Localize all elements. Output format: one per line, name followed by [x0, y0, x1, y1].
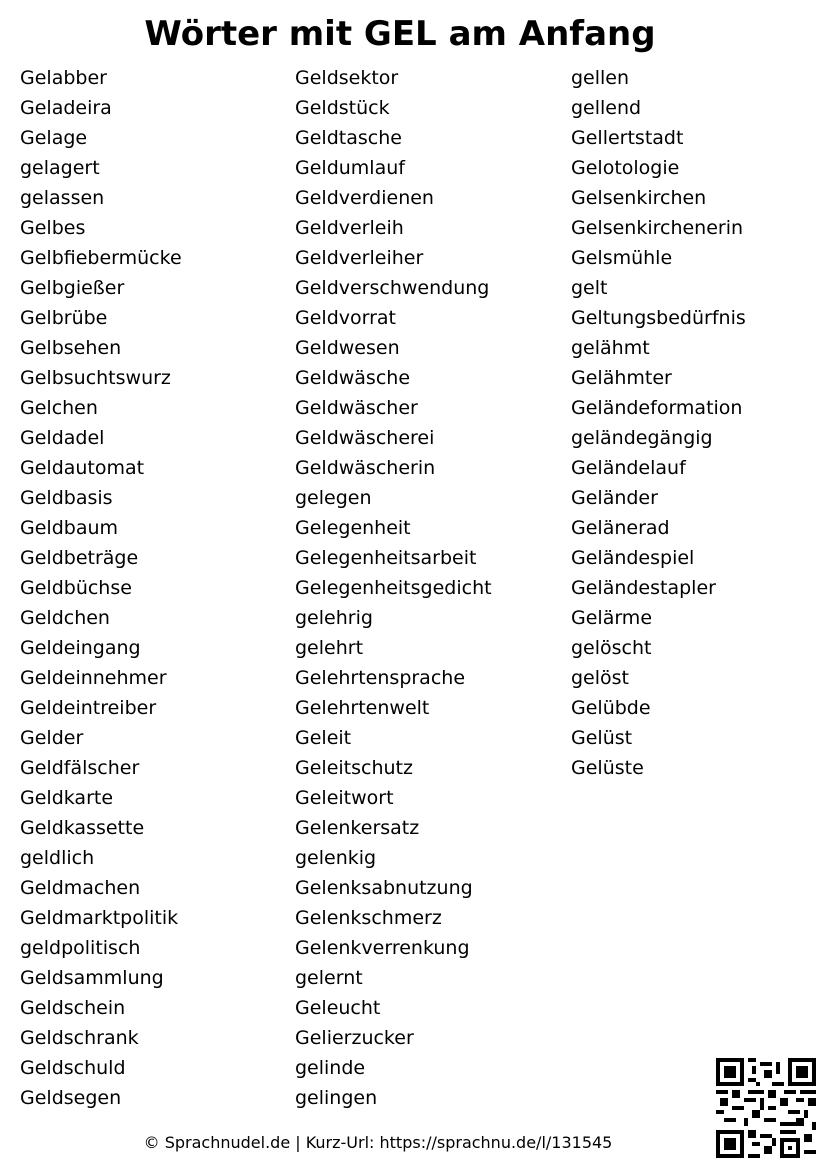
word-item: Geldverdienen [295, 187, 434, 209]
word-item: Geldfälscher [20, 757, 140, 779]
word-item: Geldwäsche [295, 367, 411, 389]
word-item: Gelüste [571, 757, 644, 779]
word-item: Geldwäscher [295, 397, 418, 419]
word-item: Geldwesen [295, 337, 400, 359]
word-item: Geldautomat [20, 457, 145, 479]
word-item: Gelsenkirchenerin [571, 217, 744, 239]
word-item: geldlich [20, 847, 95, 869]
word-item: gelt [571, 277, 608, 299]
word-item: Geleit [295, 727, 352, 749]
word-item: Gelegenheitsarbeit [295, 547, 477, 569]
word-item: Geldeingang [20, 637, 141, 659]
word-item: gelähmt [571, 337, 650, 359]
word-item: Gelähmter [571, 367, 672, 389]
word-item: gellend [571, 97, 642, 119]
word-item: Gelotologie [571, 157, 680, 179]
word-item: Gelegenheit [295, 517, 411, 539]
word-item: geländegängig [571, 427, 713, 449]
word-item: Geldchen [20, 607, 110, 629]
word-item: Gelänerad [571, 517, 670, 539]
word-item: Geldadel [20, 427, 105, 449]
word-item: Geldeintreiber [20, 697, 157, 719]
word-item: Geldbasis [20, 487, 113, 509]
word-item: gelegen [295, 487, 372, 509]
word-item: Geldumlauf [295, 157, 405, 179]
word-item: Gelbgießer [20, 277, 125, 299]
word-item: Gelenkersatz [295, 817, 420, 839]
word-item: Geldtasche [295, 127, 402, 149]
word-item: Geldverschwendung [295, 277, 490, 299]
word-item: Geleucht [295, 997, 381, 1019]
word-item: Gelüst [571, 727, 633, 749]
word-item: Gelärme [571, 607, 653, 629]
word-item: Geldsegen [20, 1087, 122, 1109]
word-item: gelingen [295, 1087, 378, 1109]
word-item: Geländelauf [571, 457, 686, 479]
page-title: Wörter mit GEL am Anfang [144, 14, 656, 54]
word-item: Geldverleih [295, 217, 404, 239]
word-item: Geleitwort [295, 787, 394, 809]
word-item: Geländeformation [571, 397, 743, 419]
word-item: Gelbfiebermücke [20, 247, 182, 269]
word-item: Geleitschutz [295, 757, 413, 779]
word-item: Geldmachen [20, 877, 141, 899]
word-column-3 [571, 63, 746, 783]
word-item: Gelenksabnutzung [295, 877, 473, 899]
word-item: Geldschrank [20, 1027, 139, 1049]
word-item: gelenkig [295, 847, 377, 869]
word-item: Geländer [571, 487, 658, 509]
word-item: Gelbsuchtswurz [20, 367, 171, 389]
word-item: Geldmarktpolitik [20, 907, 179, 929]
word-item: Gelehrtenwelt [295, 697, 430, 719]
word-item: Gelenkschmerz [295, 907, 442, 929]
word-item: Gelehrtensprache [295, 667, 466, 689]
word-item: gelöst [571, 667, 630, 689]
word-item: Geldeinnehmer [20, 667, 167, 689]
word-item: Geldschuld [20, 1057, 126, 1079]
word-item: Geländespiel [571, 547, 695, 569]
word-item: Gelage [20, 127, 88, 149]
word-item: Geldvorrat [295, 307, 397, 329]
word-item: Geladeira [20, 97, 112, 119]
word-item: Gelbes [20, 217, 86, 239]
word-item: Gellertstadt [571, 127, 684, 149]
word-item: Gelenkverrenkung [295, 937, 470, 959]
word-item: Geltungsbedürfnis [571, 307, 746, 329]
word-item: Geldstück [295, 97, 390, 119]
word-item: Geldkarte [20, 787, 114, 809]
word-item: gelernt [295, 967, 363, 989]
word-column-1 [20, 63, 182, 1113]
qr-code-icon [716, 1058, 816, 1158]
word-item: gelinde [295, 1057, 366, 1079]
word-item: Gelegenheitsgedicht [295, 577, 492, 599]
word-item: Gelierzucker [295, 1027, 414, 1049]
word-item: Geländestapler [571, 577, 716, 599]
word-item: gellen [571, 67, 630, 89]
word-item: Geldschein [20, 997, 126, 1019]
word-item: gelassen [20, 187, 105, 209]
word-item: Geldsektor [295, 67, 399, 89]
word-item: Geldwäscherin [295, 457, 436, 479]
word-item: gelehrt [295, 637, 364, 659]
word-item: Gelsmühle [571, 247, 673, 269]
word-item: gelehrig [295, 607, 373, 629]
word-item: gelöscht [571, 637, 652, 659]
word-item: Gelübde [571, 697, 651, 719]
word-item: gelagert [20, 157, 100, 179]
word-item: Geldsammlung [20, 967, 164, 989]
word-item: Geldkassette [20, 817, 145, 839]
word-item: Geldbeträge [20, 547, 139, 569]
word-item: Geldbaum [20, 517, 119, 539]
word-item: geldpolitisch [20, 937, 141, 959]
word-column-2 [295, 63, 492, 1113]
word-item: Geldverleiher [295, 247, 424, 269]
word-item: Gelchen [20, 397, 98, 419]
word-item: Geldbüchse [20, 577, 132, 599]
word-item: Gelbsehen [20, 337, 122, 359]
word-item: Geldwäscherei [295, 427, 435, 449]
word-item: Gelabber [20, 67, 107, 89]
word-item: Gelbrübe [20, 307, 108, 329]
word-item: Gelder [20, 727, 84, 749]
word-item: Gelsenkirchen [571, 187, 707, 209]
footer-credit: © Sprachnudel.de | Kurz-Url: https://sprachnu.de/l/131545 [143, 1133, 613, 1152]
